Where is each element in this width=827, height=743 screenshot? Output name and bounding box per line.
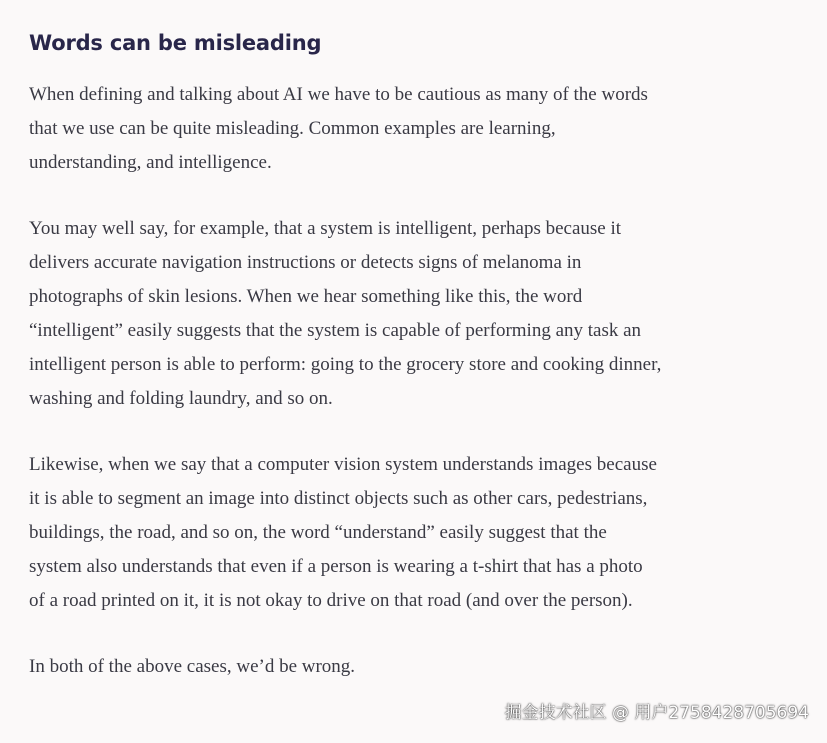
paragraph-line: system also understands that even if a person is wearing a t-shirt that has a photo: [29, 556, 643, 577]
paragraph-2: [29, 212, 661, 416]
paragraph-line: delivers accurate navigation instructions or detects signs of melanoma in: [29, 252, 582, 273]
watermark-text: 掘金技术社区 @ 用户2758428705694: [504, 703, 809, 723]
paragraph-line: Likewise, when we say that a computer vision system understands images because: [29, 454, 657, 475]
section-heading: Words can be misleading: [29, 31, 322, 55]
paragraph-line: You may well say, for example, that a system is intelligent, perhaps because it: [29, 218, 622, 239]
paragraph-line: it is able to segment an image into distinct objects such as other cars, pedestrians,: [29, 488, 648, 509]
paragraph-1: [29, 78, 648, 180]
paragraph-line: intelligent person is able to perform: going to the grocery store and cooking dinner,: [29, 354, 662, 375]
paragraph-line: When defining and talking about AI we have to be cautious as many of the words: [29, 84, 648, 105]
paragraph-line: buildings, the road, and so on, the word “understand” easily suggest that the: [29, 522, 607, 543]
paragraph-line: In both of the above cases, we’d be wrong.: [29, 656, 356, 677]
paragraph-line: understanding, and intelligence.: [29, 152, 272, 173]
paragraph-line: “intelligent” easily suggests that the system is capable of performing any task an: [29, 320, 642, 341]
paragraph-line: photographs of skin lesions. When we hear something like this, the word: [29, 286, 583, 307]
paragraph-line: of a road printed on it, it is not okay to drive on that road (and over the person).: [29, 590, 633, 611]
paragraph-3: [29, 448, 657, 618]
paragraph-line: washing and folding laundry, and so on.: [29, 388, 333, 409]
paragraph-4: [29, 650, 355, 684]
paragraph-line: that we use can be quite misleading. Common examples are learning,: [29, 118, 556, 139]
